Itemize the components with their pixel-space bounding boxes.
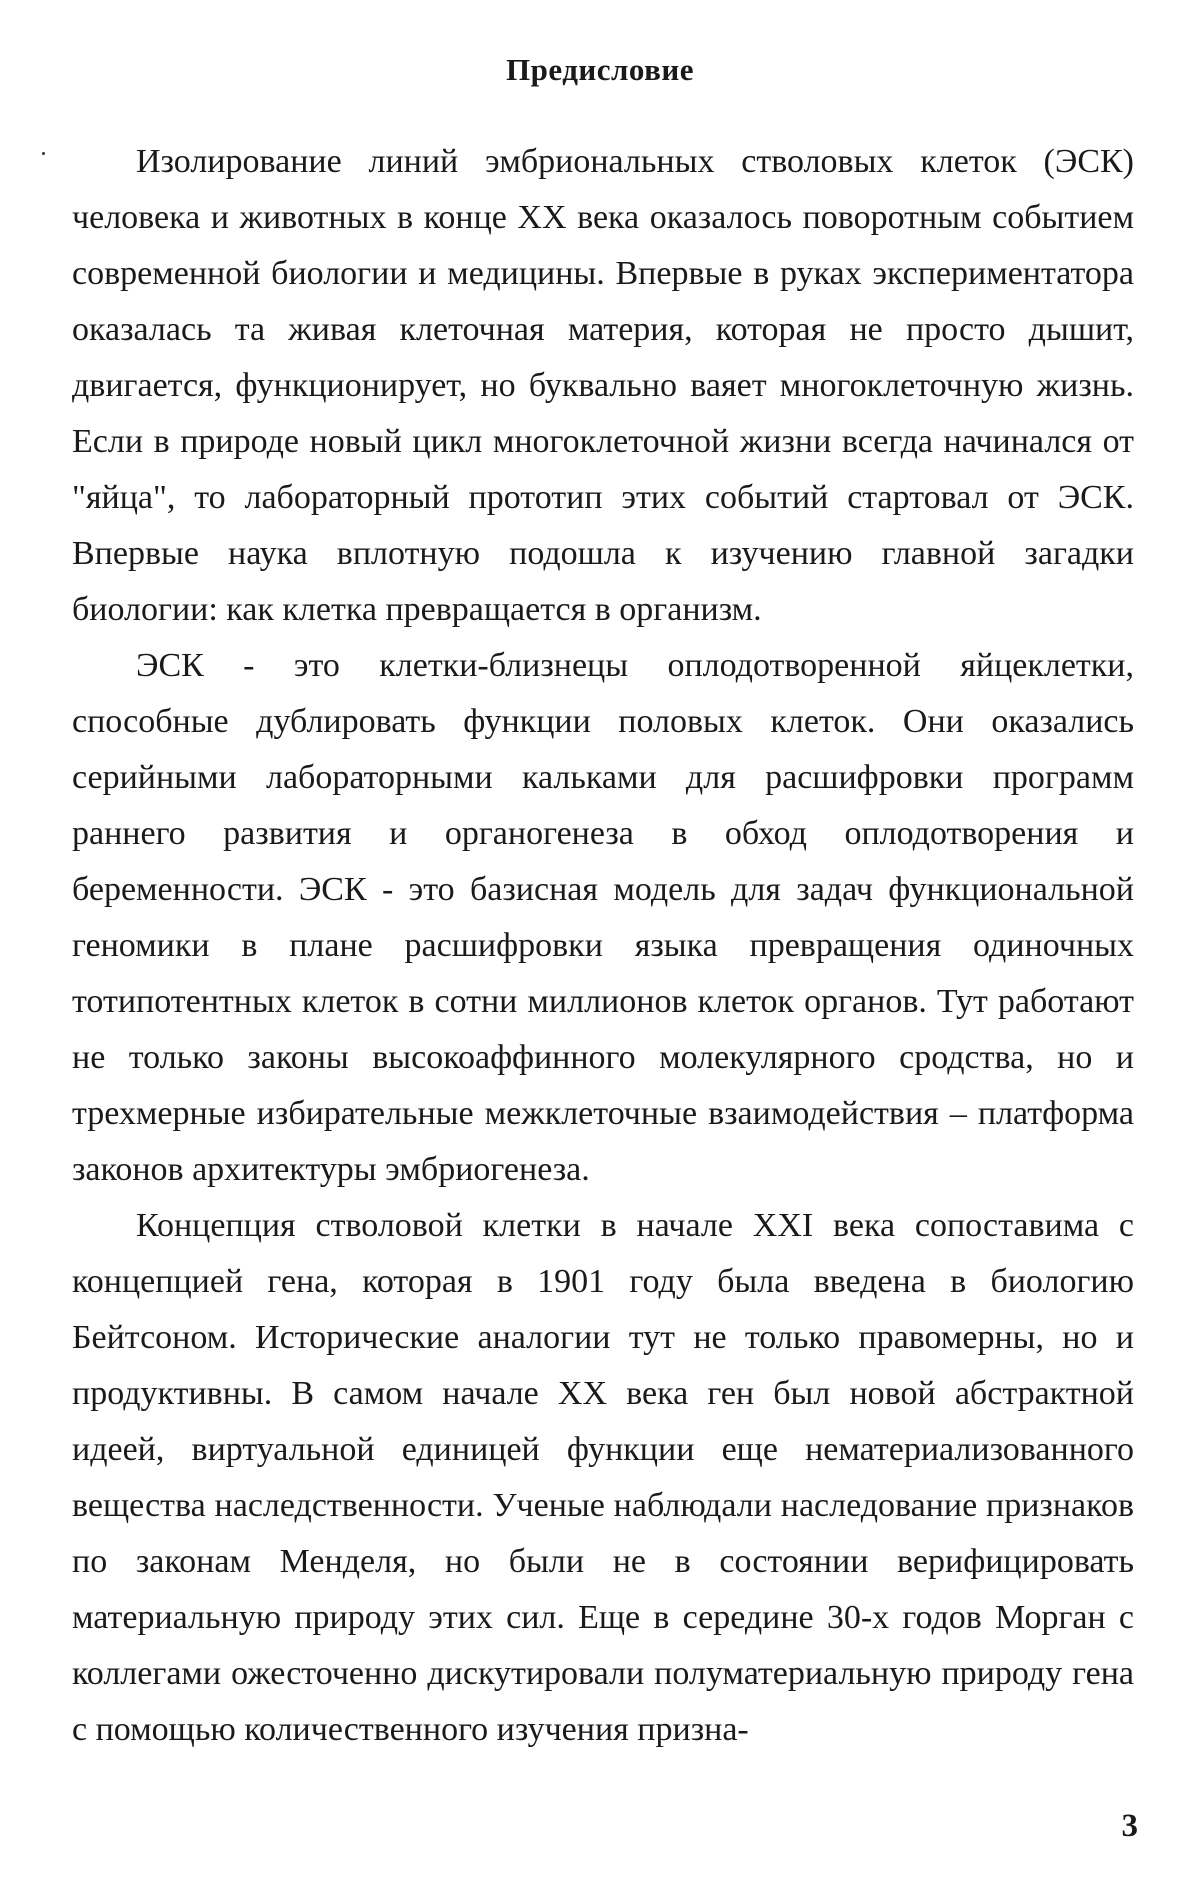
body-text bbox=[72, 134, 1134, 1758]
page-number: 3 bbox=[1121, 1808, 1138, 1844]
paragraph-3: Концепция стволовой клетки в начале XXI века сопоставима с концепцией гена, которая в 1901 году была введена в биологию Бейтсоном. Исторические аналогии тут не только правомерны, но и продуктивны. В самом начале XX века ген был новой абстрактной идеей, виртуальной единицей функции еще нематериализованного вещества наследственности. Ученые наблюдали наследование признаков по законам Менделя, но были не в состоянии верифицировать материальную природу этих сил. Еще в середине 30-х годов Морган с коллегами ожесточенно дискутировали полуматериальную природу гена с помощью количественного изучения призна- bbox=[72, 1207, 1134, 1748]
scan-speck bbox=[42, 152, 45, 155]
paragraph-2: ЭСК - это клетки-близнецы оплодотворенной яйцеклетки, способные дублировать функции половых клеток. Они оказались серийными лабораторными кальками для расшифровки программ раннего развития и органогенеза в обход оплодотворения и беременности. ЭСК - это базисная модель для задач функциональной геномики в плане расшифровки языка превращения одиночных тотипотентных клеток в сотни миллионов клеток органов. Тут работают не только законы высокоаффинного молекулярного сродства, но и трехмерные избирательные межклеточные взаимодействия – платформа законов архитектуры эмбриогенеза. bbox=[72, 647, 1134, 1188]
paragraph-1: Изолирование линий эмбриональных стволовых клеток (ЭСК) человека и животных в конце XX века оказалось поворотным событием современной биологии и медицины. Впервые в руках экспериментатора оказалась та живая клеточная материя, которая не просто дышит, двигается, функционирует, но буквально ваяет многоклеточную жизнь. Если в природе новый цикл многоклеточной жизни всегда начинался от "яйца", то лабораторный прототип этих событий стартовал от ЭСК. Впервые наука вплотную подошла к изучению главной загадки биологии: как клетка превращается в организм. bbox=[72, 143, 1134, 628]
page-title: Предисловие bbox=[506, 52, 694, 87]
